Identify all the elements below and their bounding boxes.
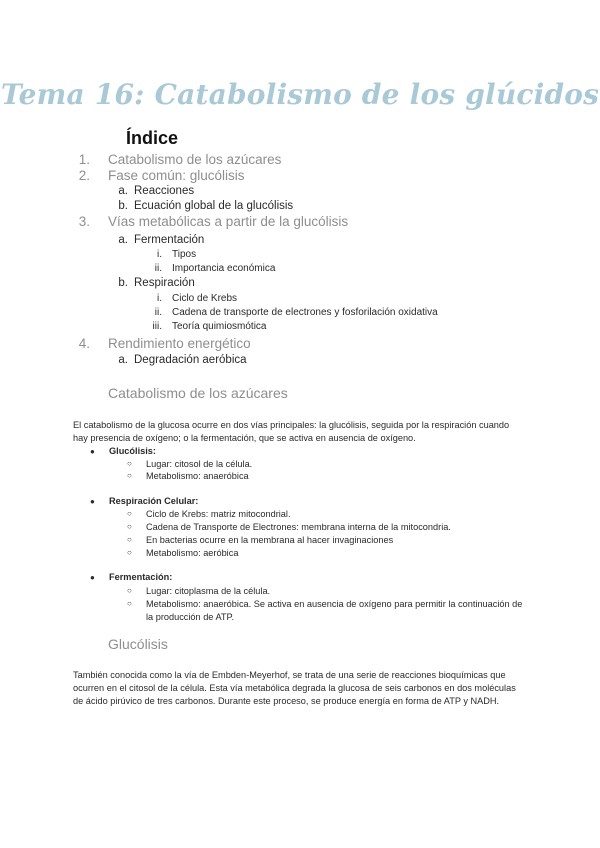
toc-label: Degradación aeróbica	[134, 354, 247, 366]
circle-bullet-icon: ○	[127, 522, 132, 531]
bullet-title: Respiración Celular:	[109, 496, 199, 506]
circle-bullet-icon: ○	[127, 471, 132, 480]
sub-bullet-text: Metabolismo: aeróbica	[146, 548, 239, 558]
toc-number: a.	[118, 234, 128, 246]
circle-bullet-icon: ○	[127, 599, 132, 608]
toc-label: Ecuación global de la glucólisis	[134, 200, 294, 212]
toc-label: Ciclo de Krebs	[172, 293, 238, 304]
circle-bullet-icon: ○	[127, 535, 132, 544]
sub-bullet-text: Lugar: citosol de la célula.	[146, 459, 253, 469]
bullet-icon: ●	[90, 447, 95, 456]
toc-number: ii.	[154, 263, 162, 274]
toc-number: 1.	[78, 152, 90, 167]
bullet-title: Fermentación:	[109, 572, 173, 582]
toc-number: 2.	[78, 168, 90, 183]
bullet-list	[0, 446, 600, 626]
section-paragraph: El catabolismo de la glucosa ocurre en dos vías principales: la glucólisis, seguida por la respiración cuando hay presencia de oxígeno; o la fermentación, que se activa en ausencia de oxígeno.	[73, 420, 510, 443]
sub-bullet-text: En bacterias ocurre en la membrana al hacer invaginaciones	[146, 535, 394, 545]
circle-bullet-icon: ○	[127, 509, 132, 518]
document-title: Tema 16: Catabolismo de los glúcidos	[0, 78, 600, 111]
circle-bullet-icon: ○	[127, 548, 132, 557]
toc-label: Reacciones	[134, 185, 195, 197]
toc-number: iii.	[152, 321, 162, 332]
sub-bullet-text: Metabolismo: anaeróbica	[146, 471, 249, 481]
toc-number: i.	[157, 249, 162, 260]
toc-label: Tipos	[172, 249, 197, 260]
toc-label: Cadena de transporte de electrones y fosforilación oxidativa	[172, 307, 438, 318]
toc-label: Fase común: glucólisis	[108, 168, 245, 183]
toc-number: 4.	[78, 336, 90, 351]
bullet-icon: ●	[90, 497, 95, 506]
section-heading: Catabolismo de los azúcares	[108, 385, 288, 401]
sub-bullet-text: Lugar: citoplasma de la célula.	[146, 586, 271, 596]
sub-bullet-text: Cadena de Transporte de Electrones: membrana interna de la mitocondria.	[146, 522, 451, 532]
toc-label: Catabolismo de los azúcares	[108, 152, 282, 167]
circle-bullet-icon: ○	[127, 586, 132, 595]
toc-label: Fermentación	[134, 234, 205, 246]
toc-label: Respiración	[134, 277, 195, 289]
toc-label: Importancia económica	[172, 263, 276, 274]
toc-label: Vías metabólicas a partir de la glucólisis	[108, 214, 349, 229]
sub-bullet-text: Ciclo de Krebs: matriz mitocondrial.	[146, 509, 291, 519]
circle-bullet-icon: ○	[127, 459, 132, 468]
toc-number: a.	[118, 354, 128, 366]
toc-number: 3.	[78, 214, 90, 229]
bullet-title: Glucólisis:	[109, 446, 156, 456]
toc-number: b.	[118, 200, 128, 212]
bullet-icon: ●	[90, 573, 95, 582]
toc-number: i.	[157, 293, 162, 304]
toc-label: Teoría quimiosmótica	[172, 321, 267, 332]
toc-number: ii.	[154, 307, 162, 318]
section-paragraph: También conocida como la vía de Embden-Meyerhof, se trata de una serie de reacciones bioquímicas que ocurren en el citosol de la célula. Esta vía metabólica degrada la glucosa de seis carbonos en dos moléculas de ácido pirúvico de tres carbonos. Durante este proceso, se produce energía en forma de ATP y NADH.	[73, 670, 516, 706]
toc-label: Rendimiento energético	[108, 336, 251, 351]
table-of-contents	[0, 0, 600, 370]
toc-number: a.	[118, 185, 128, 197]
sub-bullet-text: Metabolismo: anaeróbica. Se activa en ausencia de oxígeno para permitir la continuación de la producción de ATP.	[146, 599, 523, 622]
section-heading: Glucólisis	[108, 636, 168, 652]
index-heading: Índice	[126, 128, 179, 148]
toc-number: b.	[118, 277, 128, 289]
